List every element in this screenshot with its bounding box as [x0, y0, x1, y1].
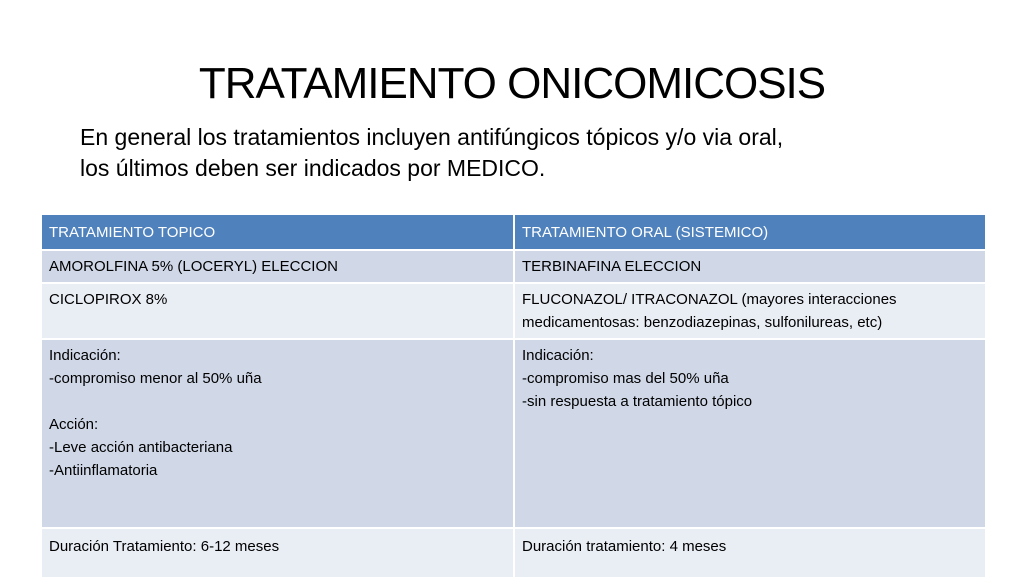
cell-text: -Leve acción antibacteriana — [49, 439, 233, 456]
cell-text: Acción: — [49, 416, 99, 433]
table-header-row — [41, 214, 986, 250]
header-topical: TRATAMIENTO TOPICO — [41, 214, 514, 250]
cell-text: -Antiinflamatoria — [49, 462, 158, 479]
spacer — [49, 390, 507, 413]
header-oral: TRATAMIENTO ORAL (SISTEMICO) — [514, 214, 986, 250]
cell-text: Indicación: — [49, 347, 121, 364]
table-row — [41, 250, 986, 283]
cell-fluconazol — [514, 283, 986, 339]
slide-title: TRATAMIENTO ONICOMICOSIS — [198, 59, 826, 108]
cell-text: -compromiso menor al 50% uña — [49, 370, 262, 387]
intro-line-2: los últimos deben ser indicados por MEDICO. — [80, 155, 546, 181]
table-row — [41, 528, 986, 578]
cell-topical-indication — [41, 339, 514, 528]
cell-amorolfina: AMOROLFINA 5% (LOCERYL) ELECCION — [41, 250, 514, 283]
intro-line-1: En general los tratamientos incluyen antifúngicos tópicos y/o via oral, — [80, 124, 784, 150]
cell-topical-duration: Duración Tratamiento: 6-12 meses — [41, 528, 514, 578]
cell-terbinafina: TERBINAFINA ELECCION — [514, 250, 986, 283]
cell-text: -compromiso mas del 50% uña — [522, 370, 729, 387]
table-row — [41, 339, 986, 528]
cell-text: Indicación: — [522, 347, 594, 364]
cell-text: -sin respuesta a tratamiento tópico — [522, 393, 753, 410]
treatment-table — [40, 213, 987, 579]
cell-text: FLUCONAZOL/ ITRACONAZOL (mayores interacciones — [522, 291, 897, 308]
table-row — [41, 283, 986, 339]
intro-paragraph — [80, 122, 960, 184]
cell-text: medicamentosas: benzodiazepinas, sulfonilureas, etc) — [522, 314, 883, 331]
cell-ciclopirox: CICLOPIROX 8% — [41, 283, 514, 339]
cell-oral-indication — [514, 339, 986, 528]
cell-oral-duration: Duración tratamiento: 4 meses — [514, 528, 986, 578]
